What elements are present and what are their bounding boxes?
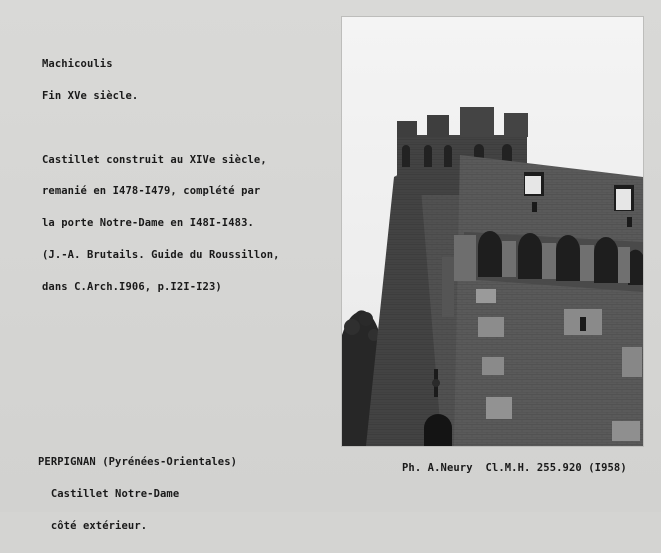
caption-line: (J.-A. Brutails. Guide du Roussillon, — [42, 248, 280, 261]
caption-line — [42, 123, 280, 134]
view-line: côté extérieur. — [38, 519, 148, 532]
caption-bottom — [38, 436, 237, 553]
photograph — [342, 17, 643, 446]
castillet-photo — [342, 17, 643, 446]
caption-line: Machicoulis — [42, 58, 113, 71]
caption-top — [42, 38, 280, 313]
photo-credit: Ph. A.Neury Cl.M.H. 255.920 (I958) — [402, 462, 627, 474]
caption-line: Castillet construit au XIVe siècle, — [42, 153, 267, 166]
caption-line: Fin XVe siècle. — [42, 89, 139, 102]
monument-line: Castillet Notre-Dame — [38, 487, 180, 500]
caption-line: la porte Notre-Dame en I48I-I483. — [42, 217, 254, 230]
location-line: PERPIGNAN (Pyrénées-Orientales) — [38, 456, 238, 469]
caption-line: remanié en I478-I479, complété par — [42, 185, 261, 198]
caption-line: dans C.Arch.I906, p.I2I-I23) — [42, 280, 222, 293]
